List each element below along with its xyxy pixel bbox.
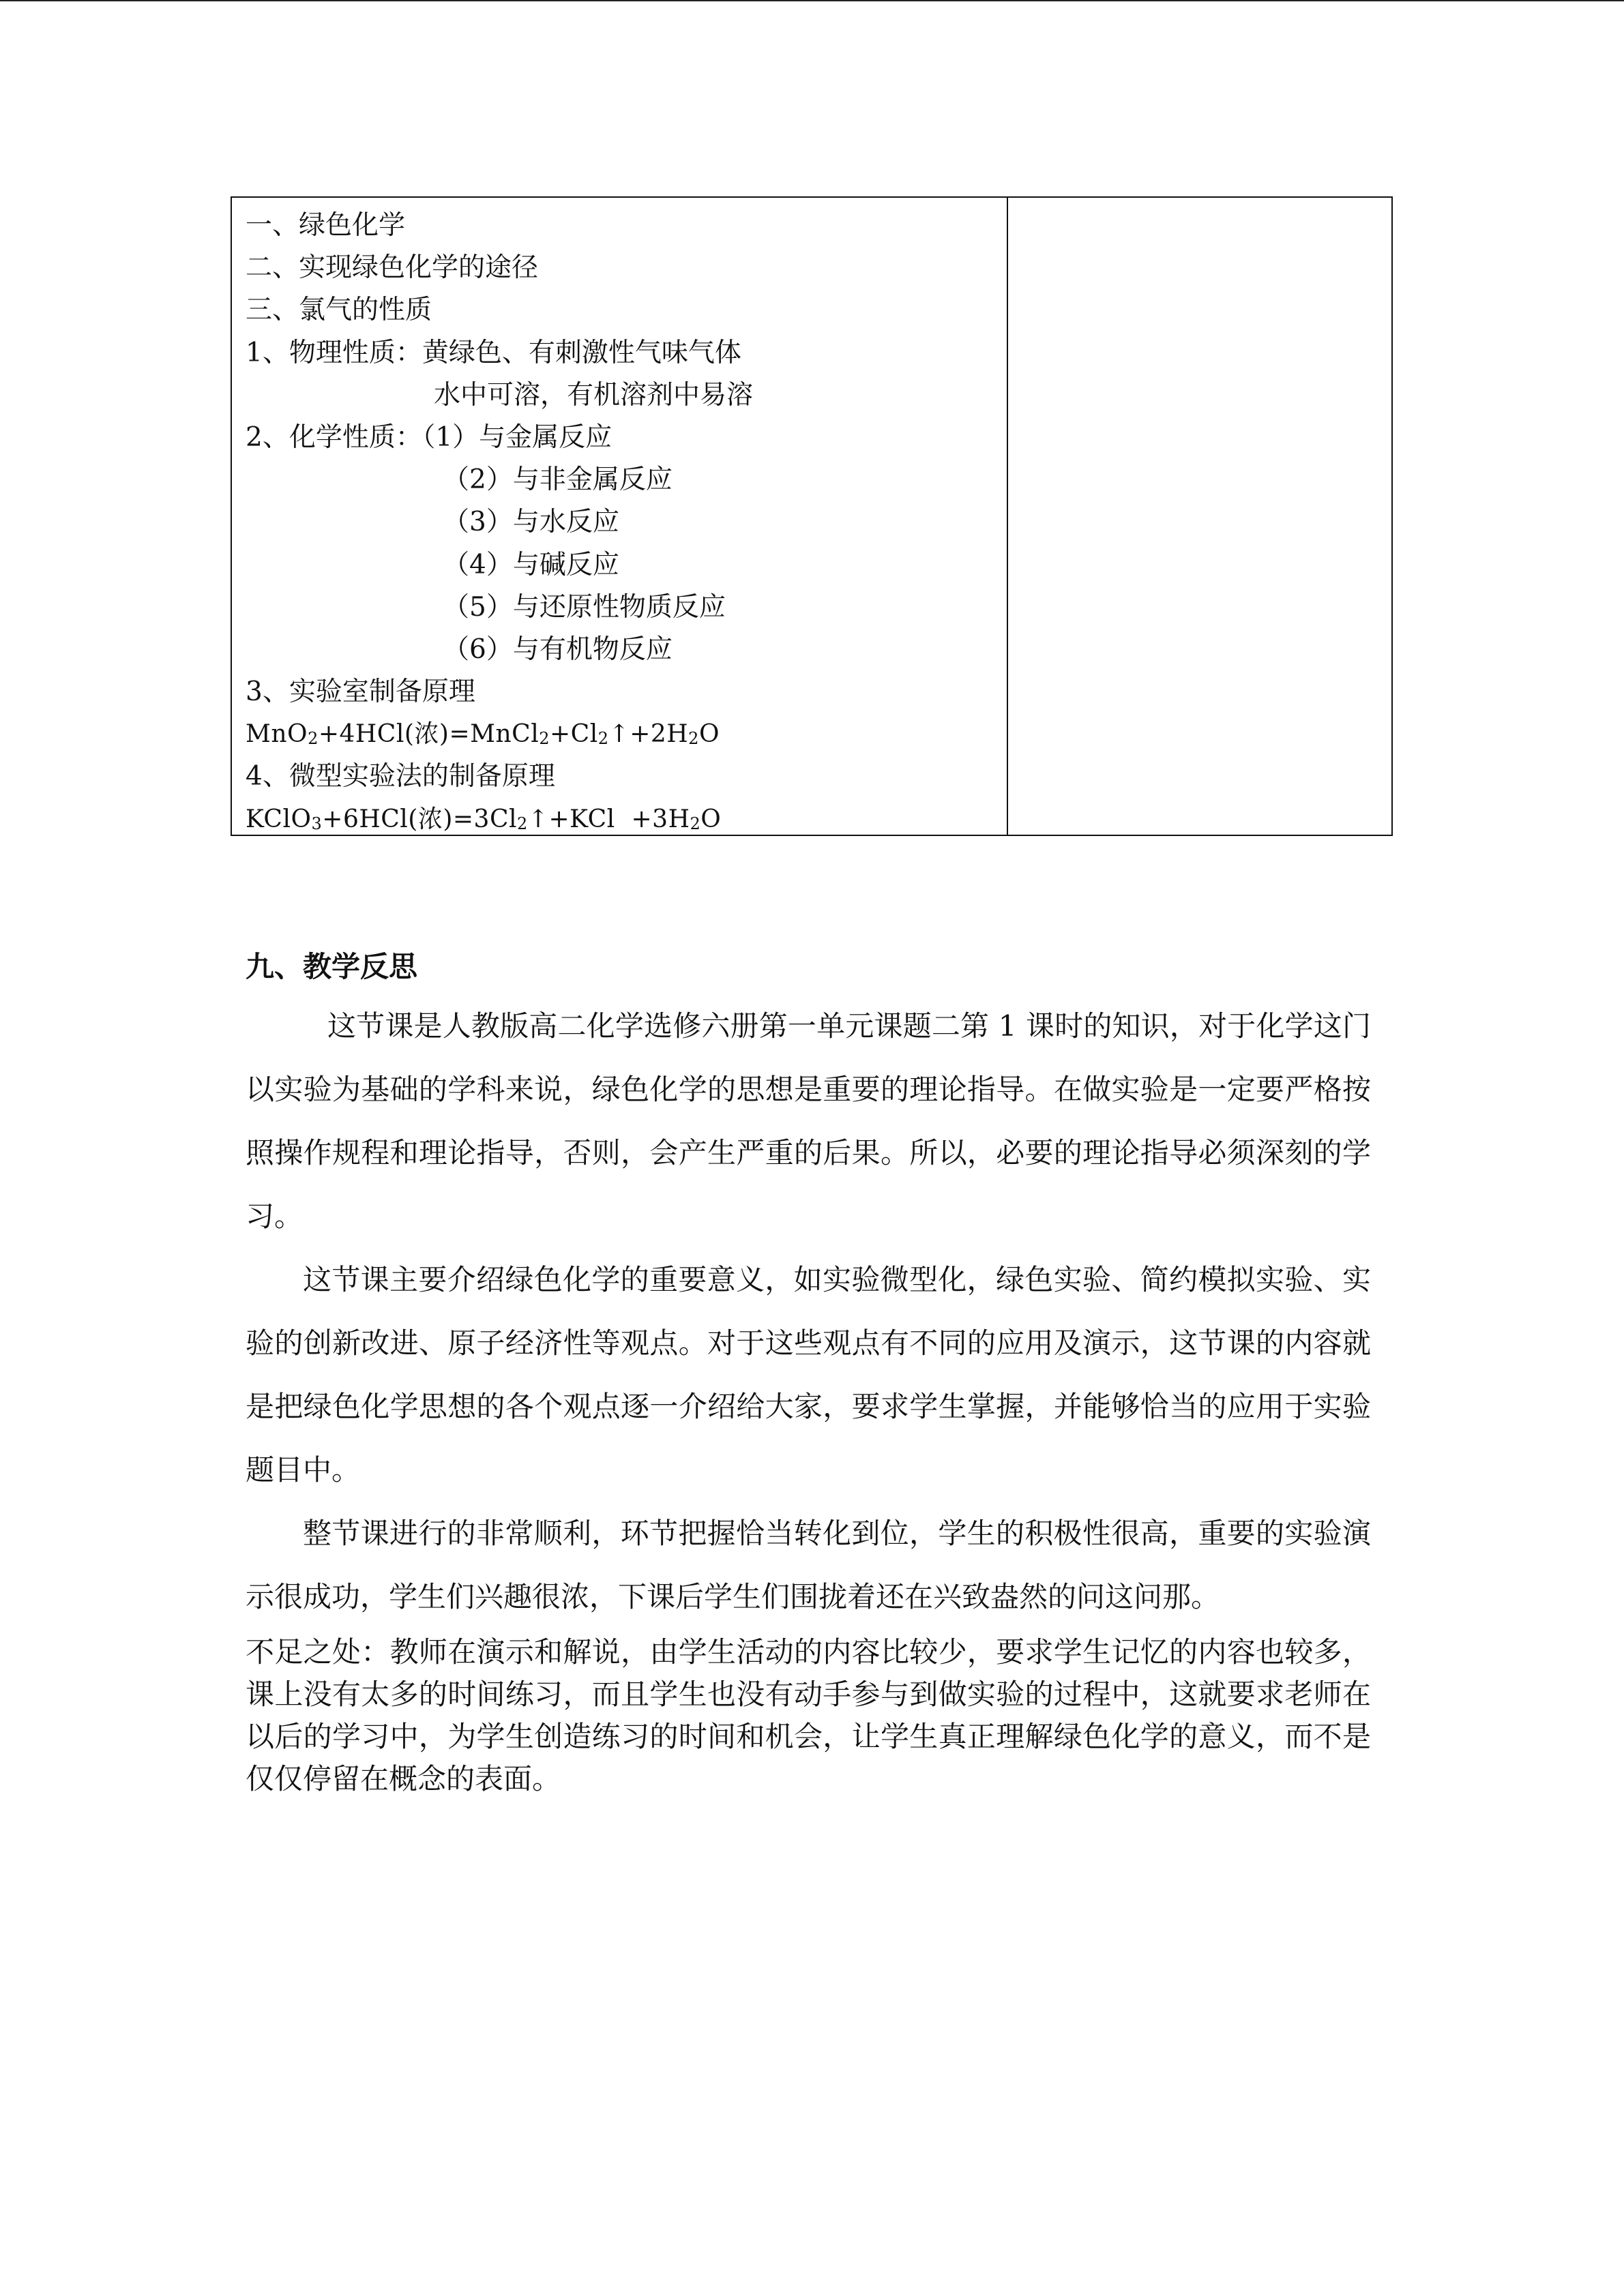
reflection-paragraph: 整节课进行的非常顺利，环节把握恰当转化到位，学生的积极性很高，重要的实验演示很成功，学生们兴趣很浓，下课后学生们围拢着还在兴致盎然的问这问那。 [246,1517,1371,1613]
blackboard-content-cell [232,198,1008,835]
board-solubility-line: 水中可溶，有机溶剂中易溶 [434,379,754,411]
page-top-border [0,0,1624,1]
board-reaction-organic: （6）与有机物反应 [443,633,673,665]
board-heading-green-chemistry: 一、绿色化学 [246,210,406,241]
blackboard-design-table [231,196,1393,836]
board-reaction-water: （3）与水反应 [443,507,619,538]
board-lab-preparation: 3、实验室制备原理 [246,676,475,708]
board-reaction-base: （4）与碱反应 [443,549,619,580]
board-reaction-nonmetal: （2）与非金属反应 [443,464,673,496]
board-heading-green-chemistry-approaches: 二、实现绿色化学的途径 [246,252,539,284]
board-physical-properties: 1、物理性质：黄绿色、有刺激性气味气体 [246,337,741,368]
board-formula-kclo3: KClO$_3$+6HCl(浓)$=3Cl_2↑+KCl +3H_2O$ [246,805,722,833]
teaching-reflection-section [246,940,1371,1800]
board-reaction-reducing: （5）与还原性物质反应 [443,591,726,623]
board-heading-chlorine-properties: 三、氯气的性质 [246,295,432,326]
reflection-paragraph: 这节课是人教版高二化学选修六册第一单元课题二第 1 课时的知识，对于化学这门以实验为基础的学科来说，绿色化学的思想是重要的理论指导。在做实验是一定要严格按照操作规程和理论指导，否则，会产生严重的后果。所以，必要的理论指导必须深刻的学习。 [246,1009,1371,1233]
blackboard-empty-cell [1008,198,1391,835]
section-title: 九、教学反思 [246,950,418,983]
board-micro-experiment: 4、微型实验法的制备原理 [246,761,555,792]
reflection-shortcomings: 不足之处：教师在演示和解说，由学生活动的内容比较少，要求学生记忆的内容也较多，课上没有太多的时间练习，而且学生也没有动手参与到做实验的过程中，这就要求老师在以后的学习中，为学生创造练习的时间和机会，让学生真正理解绿色化学的意义，而不是仅仅停留在概念的表面。 [246,1635,1371,1795]
board-chemical-properties: 2、化学性质：（1）与金属反应 [246,421,612,453]
board-formula-mno2: MnO$_2$+4HCl(浓)$=MnCl_2+Cl_2↑+2H_2O$ [246,720,720,749]
reflection-paragraph: 这节课主要介绍绿色化学的重要意义，如实验微型化，绿色实验、简约模拟实验、实验的创新改进、原子经济性等观点。对于这些观点有不同的应用及演示，这节课的内容就是把绿色化学思想的各个观点逐一介绍给大家，要求学生掌握，并能够恰当的应用于实验题目中。 [246,1263,1371,1487]
